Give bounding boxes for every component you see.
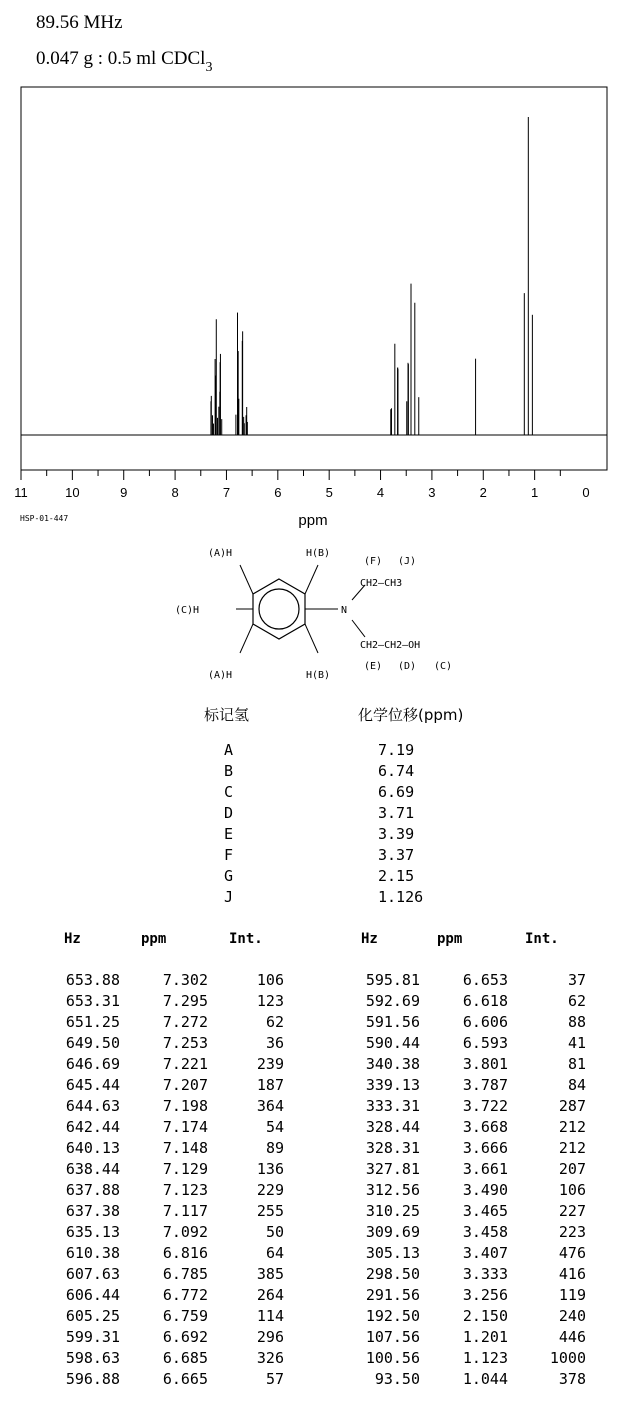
assignment-label: J xyxy=(224,888,234,906)
peak-cell-ppm: 6.618 xyxy=(462,992,508,1010)
peak-cell-ppm: 3.722 xyxy=(462,1097,508,1115)
peak-cell-int: 36 xyxy=(265,1034,284,1052)
label-ah-bottom: (A)H xyxy=(208,670,233,681)
peak-header-int-2: Int. xyxy=(525,931,559,947)
hydrogen-label-header: 标记氢 xyxy=(204,706,250,724)
assignment-row xyxy=(0,887,626,908)
label-hb-bottom: H(B) xyxy=(306,670,331,681)
peak-row xyxy=(0,1369,626,1390)
peak-cell-int: 106 xyxy=(558,1181,586,1199)
peak-cell-int: 62 xyxy=(567,992,586,1010)
assignment-row xyxy=(0,803,626,824)
peak-cell-hz: 595.81 xyxy=(365,971,420,989)
peak-cell-hz: 649.50 xyxy=(65,1034,120,1052)
x-tick-label: 9 xyxy=(120,485,128,500)
peak-cell-ppm: 7.198 xyxy=(162,1097,208,1115)
chemical-shift-header: 化学位移(ppm) xyxy=(358,706,464,724)
peak-row xyxy=(0,1054,626,1075)
peak-cell-hz: 327.81 xyxy=(365,1160,420,1178)
x-tick-label: 5 xyxy=(325,485,333,500)
peak-cell-ppm: 3.666 xyxy=(462,1139,508,1157)
peak-cell-ppm: 1.044 xyxy=(462,1370,508,1388)
peak-cell-int: 264 xyxy=(256,1286,284,1304)
peak-cell-ppm: 7.295 xyxy=(162,992,208,1010)
peak-cell-hz: 653.31 xyxy=(65,992,120,1010)
peak-cell-int: 223 xyxy=(558,1223,586,1241)
peak-cell-hz: 340.38 xyxy=(365,1055,420,1073)
peak-cell-hz: 192.50 xyxy=(365,1307,420,1325)
peak-cell-hz: 591.56 xyxy=(365,1013,420,1031)
peak-cell-int: 84 xyxy=(567,1076,586,1094)
peak-cell-ppm: 6.606 xyxy=(462,1013,508,1031)
peak-row xyxy=(0,1348,626,1369)
peak-cell-ppm: 7.302 xyxy=(162,971,208,989)
peak-cell-hz: 328.44 xyxy=(365,1118,420,1136)
peak-cell-int: 54 xyxy=(265,1118,284,1136)
peak-cell-int: 106 xyxy=(256,971,284,989)
peak-cell-hz: 605.25 xyxy=(65,1307,120,1325)
peak-cell-ppm: 3.787 xyxy=(462,1076,508,1094)
assignment-label: F xyxy=(224,846,234,864)
label-j: (J) xyxy=(398,556,417,567)
peak-cell-ppm: 7.207 xyxy=(162,1076,208,1094)
peak-cell-int: 446 xyxy=(558,1328,586,1346)
peak-cell-int: 476 xyxy=(558,1244,586,1262)
peak-cell-ppm: 7.117 xyxy=(162,1202,208,1220)
peak-row xyxy=(0,1222,626,1243)
peak-cell-ppm: 7.129 xyxy=(162,1160,208,1178)
peak-cell-int: 62 xyxy=(265,1013,284,1031)
peak-cell-int: 37 xyxy=(567,971,586,989)
peak-cell-hz: 298.50 xyxy=(365,1265,420,1283)
peak-cell-ppm: 7.092 xyxy=(162,1223,208,1241)
x-axis-label: ppm xyxy=(298,512,328,529)
x-tick-label: 2 xyxy=(479,485,487,500)
assignment-shift: 2.15 xyxy=(378,867,415,885)
label-f: (F) xyxy=(364,556,383,567)
peak-header-hz-2: Hz xyxy=(361,931,378,947)
x-tick-label: 4 xyxy=(376,485,385,500)
peak-cell-int: 81 xyxy=(567,1055,586,1073)
peak-cell-int: 41 xyxy=(567,1034,586,1052)
peak-cell-hz: 598.63 xyxy=(65,1349,120,1367)
peak-cell-ppm: 3.490 xyxy=(462,1181,508,1199)
peak-cell-int: 212 xyxy=(558,1139,586,1157)
sample-subscript: 3 xyxy=(205,60,213,75)
peak-cell-int: 364 xyxy=(256,1097,284,1115)
peak-cell-int: 287 xyxy=(558,1097,586,1115)
spectrum-code: HSP-01-447 xyxy=(20,514,69,523)
assignment-shift: 1.126 xyxy=(378,888,424,906)
label-d: (D) xyxy=(398,661,417,672)
peak-row xyxy=(0,1180,626,1201)
peak-cell-hz: 646.69 xyxy=(65,1055,120,1073)
peak-cell-int: 89 xyxy=(265,1139,284,1157)
peak-header-int-1: Int. xyxy=(229,931,263,947)
peak-cell-hz: 651.25 xyxy=(65,1013,120,1031)
peak-cell-ppm: 7.174 xyxy=(162,1118,208,1136)
peak-cell-hz: 638.44 xyxy=(65,1160,120,1178)
peak-cell-ppm: 3.668 xyxy=(462,1118,508,1136)
hydroxyethyl-group: CH2–CH2–OH xyxy=(360,640,421,651)
x-tick-label: 0 xyxy=(582,485,590,500)
assignment-label: E xyxy=(224,825,234,843)
peak-cell-int: 227 xyxy=(558,1202,586,1220)
peak-cell-hz: 645.44 xyxy=(65,1076,120,1094)
peak-cell-hz: 592.69 xyxy=(365,992,420,1010)
peak-cell-hz: 310.25 xyxy=(365,1202,420,1220)
peak-cell-hz: 107.56 xyxy=(365,1328,420,1346)
assignment-label: D xyxy=(224,804,234,822)
peak-row xyxy=(0,1285,626,1306)
peak-row xyxy=(0,1033,626,1054)
peak-cell-int: 123 xyxy=(256,992,284,1010)
assignment-shift: 3.39 xyxy=(378,825,415,843)
peak-cell-int: 385 xyxy=(256,1265,284,1283)
x-axis-ticks xyxy=(14,470,589,500)
x-tick-label: 11 xyxy=(14,485,28,500)
peak-cell-hz: 642.44 xyxy=(65,1118,120,1136)
peak-cell-int: 50 xyxy=(265,1223,284,1241)
peak-cell-int: 239 xyxy=(256,1055,284,1073)
peak-cell-hz: 653.88 xyxy=(65,971,120,989)
peak-cell-int: 326 xyxy=(256,1349,284,1367)
peak-row xyxy=(0,1096,626,1117)
peak-cell-int: 296 xyxy=(256,1328,284,1346)
peak-cell-int: 64 xyxy=(265,1244,284,1262)
x-tick-label: 1 xyxy=(531,485,539,500)
peak-cell-int: 207 xyxy=(558,1160,586,1178)
peak-cell-ppm: 7.221 xyxy=(162,1055,208,1073)
peak-cell-ppm: 1.123 xyxy=(462,1349,508,1367)
x-tick-label: 10 xyxy=(65,485,80,500)
assignment-row xyxy=(0,866,626,887)
frequency-label: 89.56 MHz xyxy=(36,12,123,33)
peak-cell-hz: 596.88 xyxy=(65,1370,120,1388)
peak-cell-ppm: 6.772 xyxy=(162,1286,208,1304)
peak-cell-ppm: 6.685 xyxy=(162,1349,208,1367)
peak-cell-int: 240 xyxy=(558,1307,586,1325)
assignment-table xyxy=(0,740,626,908)
peak-row xyxy=(0,1138,626,1159)
peak-cell-ppm: 3.333 xyxy=(462,1265,508,1283)
peak-cell-ppm: 7.253 xyxy=(162,1034,208,1052)
label-e: (E) xyxy=(364,661,383,672)
peak-cell-hz: 635.13 xyxy=(65,1223,120,1241)
peak-cell-hz: 599.31 xyxy=(65,1328,120,1346)
assignment-shift: 6.69 xyxy=(378,783,415,801)
peak-cell-ppm: 6.665 xyxy=(162,1370,208,1388)
peak-cell-ppm: 6.759 xyxy=(162,1307,208,1325)
peak-lines xyxy=(211,117,532,435)
peak-cell-hz: 640.13 xyxy=(65,1139,120,1157)
peak-cell-hz: 309.69 xyxy=(365,1223,420,1241)
peak-cell-ppm: 3.256 xyxy=(462,1286,508,1304)
peak-cell-ppm: 6.816 xyxy=(162,1244,208,1262)
peak-row xyxy=(0,991,626,1012)
nmr-spectrum-chart xyxy=(0,0,626,540)
x-tick-label: 7 xyxy=(222,485,231,500)
peak-row xyxy=(0,1012,626,1033)
peak-table xyxy=(0,970,626,1390)
peak-row xyxy=(0,1201,626,1222)
peak-cell-hz: 606.44 xyxy=(65,1286,120,1304)
peak-cell-hz: 607.63 xyxy=(65,1265,120,1283)
peak-cell-hz: 93.50 xyxy=(374,1370,420,1388)
peak-cell-int: 229 xyxy=(256,1181,284,1199)
assignment-shift: 6.74 xyxy=(378,762,415,780)
peak-cell-hz: 100.56 xyxy=(365,1349,420,1367)
peak-cell-ppm: 6.785 xyxy=(162,1265,208,1283)
assignment-row xyxy=(0,845,626,866)
label-ah-top: (A)H xyxy=(208,548,233,559)
peak-cell-hz: 305.13 xyxy=(365,1244,420,1262)
x-tick-label: 3 xyxy=(428,485,436,500)
assignment-row xyxy=(0,782,626,803)
peak-row xyxy=(0,1327,626,1348)
assignment-label: B xyxy=(224,762,234,780)
peak-row xyxy=(0,1117,626,1138)
peak-cell-ppm: 3.465 xyxy=(462,1202,508,1220)
peak-cell-ppm: 3.801 xyxy=(462,1055,508,1073)
peak-cell-ppm: 7.272 xyxy=(162,1013,208,1031)
peak-cell-int: 57 xyxy=(265,1370,284,1388)
assignment-row xyxy=(0,740,626,761)
peak-cell-int: 255 xyxy=(256,1202,284,1220)
benzene-ring xyxy=(253,579,305,639)
peak-cell-ppm: 3.458 xyxy=(462,1223,508,1241)
peak-cell-int: 88 xyxy=(567,1013,586,1031)
label-hb-top: H(B) xyxy=(306,548,331,559)
peak-cell-hz: 644.63 xyxy=(65,1097,120,1115)
peak-cell-hz: 328.31 xyxy=(365,1139,420,1157)
structure-diagram xyxy=(170,540,490,690)
peak-cell-hz: 637.88 xyxy=(65,1181,120,1199)
peak-header-hz-1: Hz xyxy=(64,931,81,947)
peak-cell-hz: 291.56 xyxy=(365,1286,420,1304)
peak-cell-int: 378 xyxy=(558,1370,586,1388)
peak-cell-ppm: 6.692 xyxy=(162,1328,208,1346)
assignment-shift: 7.19 xyxy=(378,741,415,759)
x-tick-label: 8 xyxy=(171,485,179,500)
peak-cell-ppm: 6.653 xyxy=(462,971,508,989)
assignment-shift: 3.37 xyxy=(378,846,415,864)
peak-cell-hz: 333.31 xyxy=(365,1097,420,1115)
assignment-shift: 3.71 xyxy=(378,804,415,822)
peak-cell-ppm: 7.123 xyxy=(162,1181,208,1199)
peak-cell-int: 212 xyxy=(558,1118,586,1136)
peak-cell-int: 136 xyxy=(256,1160,284,1178)
assignment-label: G xyxy=(224,867,234,885)
ethyl-group: CH2–CH3 xyxy=(360,578,403,589)
peak-cell-ppm: 7.148 xyxy=(162,1139,208,1157)
peak-row xyxy=(0,1075,626,1096)
peak-cell-int: 1000 xyxy=(549,1349,586,1367)
peak-header-ppm-2: ppm xyxy=(437,931,463,947)
peak-header-ppm-1: ppm xyxy=(141,931,167,947)
label-ch: (C)H xyxy=(175,605,200,616)
nitrogen-atom: N xyxy=(341,605,348,616)
peak-cell-hz: 590.44 xyxy=(365,1034,420,1052)
peak-cell-ppm: 2.150 xyxy=(462,1307,508,1325)
label-c: (C) xyxy=(434,661,453,672)
peak-cell-ppm: 3.407 xyxy=(462,1244,508,1262)
peak-cell-ppm: 1.201 xyxy=(462,1328,508,1346)
peak-cell-hz: 637.38 xyxy=(65,1202,120,1220)
peak-cell-hz: 610.38 xyxy=(65,1244,120,1262)
peak-cell-int: 416 xyxy=(558,1265,586,1283)
peak-cell-ppm: 6.593 xyxy=(462,1034,508,1052)
assignment-label: C xyxy=(224,783,234,801)
peak-cell-int: 187 xyxy=(256,1076,284,1094)
peak-row xyxy=(0,1264,626,1285)
peak-cell-ppm: 3.661 xyxy=(462,1160,508,1178)
peak-cell-hz: 339.13 xyxy=(365,1076,420,1094)
plot-frame xyxy=(21,87,607,470)
x-tick-label: 6 xyxy=(274,485,282,500)
peak-row xyxy=(0,1243,626,1264)
peak-cell-int: 119 xyxy=(558,1286,586,1304)
peak-row xyxy=(0,970,626,991)
peak-row xyxy=(0,1159,626,1180)
assignment-label: A xyxy=(224,741,234,759)
assignment-row xyxy=(0,761,626,782)
assignment-row xyxy=(0,824,626,845)
sample-text: 0.047 g : 0.5 ml CDCl xyxy=(36,48,206,69)
peak-cell-hz: 312.56 xyxy=(365,1181,420,1199)
peak-cell-int: 114 xyxy=(256,1307,284,1325)
peak-row xyxy=(0,1306,626,1327)
